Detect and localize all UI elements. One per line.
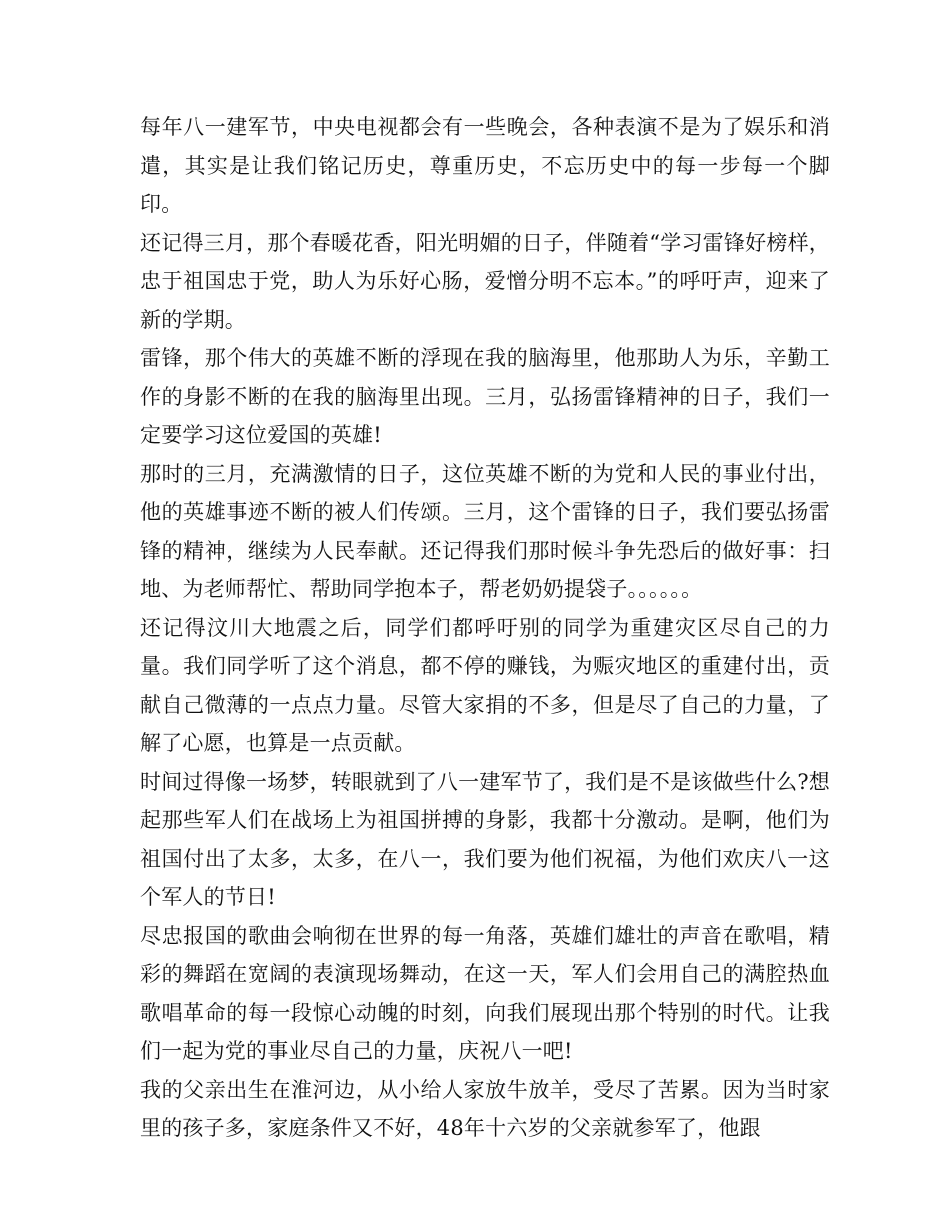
- paragraph-7: 尽忠报国的歌曲会响彻在世界的每一角落，英雄们雄壮的声音在歌唱，精彩的舞蹈在宽阔的表演现场舞动，在这一天，军人们会用自己的满腔热血歌唱革命的每一段惊心动魄的时刻，向我们展现出那个特别的时代。让我们一起为党的事业尽自己的力量，庆祝八一吧!: [140, 923, 830, 1063]
- paragraph-4: 那时的三月，充满激情的日子，这位英雄不断的为党和人民的事业付出，他的英雄事迹不断的被人们传颂。三月，这个雷锋的日子，我们要弘扬雷锋的精神，继续为人民奉献。还记得我们那时候斗争先恐后的做好事：扫地、为老师帮忙、帮助同学抱本子，帮老奶奶提袋子。。。。。。: [140, 461, 830, 601]
- paragraph-1: 每年八一建军节，中央电视都会有一些晚会，各种表演不是为了娱乐和消遣，其实是让我们铭记历史，尊重历史，不忘历史中的每一步每一个脚印。: [140, 115, 830, 216]
- paragraph-6: 时间过得像一场梦，转眼就到了八一建军节了，我们是不是该做些什么?想起那些军人们在战场上为祖国拼搏的身影，我都十分激动。是啊，他们为祖国付出了太多，太多，在八一，我们要为他们祝福，为他们欢庆八一这个军人的节日!: [140, 769, 830, 909]
- paragraph-2: 还记得三月，那个春暖花香，阳光明媚的日子，伴随着“学习雷锋好榜样，忠于祖国忠于党，助人为乐好心肠，爱憎分明不忘本。”的呼吁声，迎来了新的学期。: [140, 230, 830, 332]
- document-page: [140, 108, 830, 1148]
- paragraph-3: 雷锋，那个伟大的英雄不断的浮现在我的脑海里，他那助人为乐，辛勤工作的身影不断的在我的脑海里出现。三月，弘扬雷锋精神的日子，我们一定要学习这位爱国的英雄!: [140, 346, 830, 447]
- paragraph-8: 我的父亲出生在淮河边，从小给人家放牛放羊，受尽了苦累。因为当时家里的孩子多，家庭条件又不好，48年十六岁的父亲就参军了，他跟: [140, 1077, 830, 1140]
- paragraph-5: 还记得汶川大地震之后，同学们都呼吁别的同学为重建灾区尽自己的力量。我们同学听了这个消息，都不停的赚钱，为赈灾地区的重建付出，贡献自己微薄的一点点力量。尽管大家捐的不多，但是尽了自己的力量，了解了心愿，也算是一点贡献。: [140, 615, 830, 755]
